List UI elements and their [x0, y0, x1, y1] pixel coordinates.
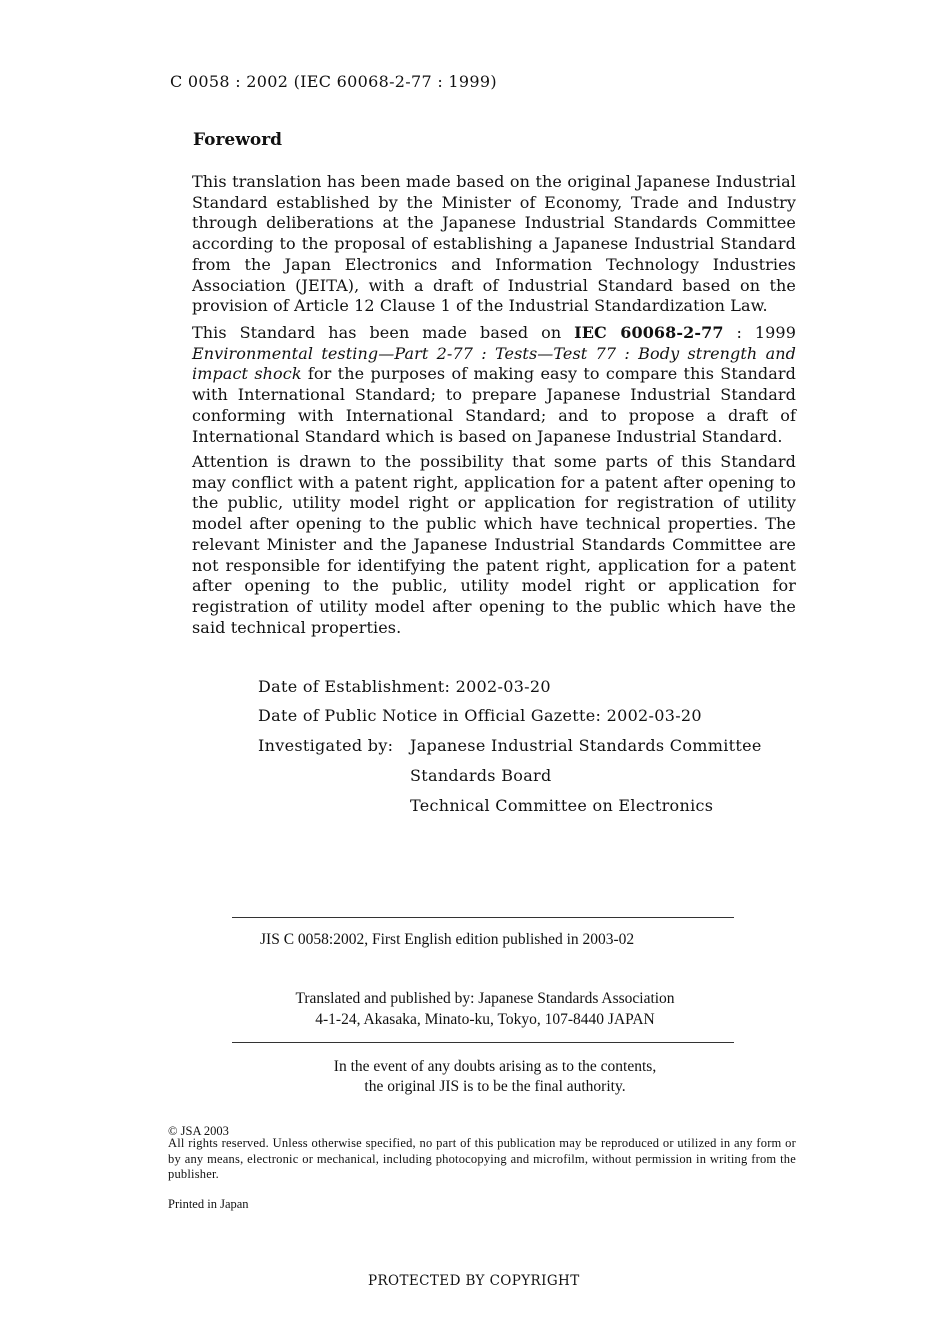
authority-note-line-1: In the event of any doubts arising as to the contents,	[333, 1058, 657, 1075]
iec-reference: IEC 60068-2-77	[574, 323, 724, 342]
divider-top	[232, 917, 734, 918]
date-of-establishment: Date of Establishment: 2002-03-20	[258, 677, 551, 696]
edition-info: JIS C 0058:2002, First English edition published in 2003-02	[260, 931, 635, 948]
rights-statement: All rights reserved. Unless otherwise specified, no part of this publication may be reproduced or utilized in any form or by any means, electronic or mechanical, including photocopying and microfilm, without permission in writing from the publisher.	[168, 1136, 796, 1181]
foreword-paragraph-3: Attention is drawn to the possibility that some parts of this Standard may conflict with a patent right, application for a patent after opening to the public, utility model right or application for registration of utility model after opening to the public which have technical properties. The relevant Minister and the Japanese Industrial Standards Committee are not responsible for identifying the patent right, application for a patent after opening to the public, utility model right or application for registration of utility model after opening to the public which have the said technical properties.	[192, 452, 796, 637]
foreword-title: Foreword	[193, 130, 283, 150]
divider-bottom	[232, 1042, 734, 1043]
para2-text-b: : 1999	[723, 323, 796, 342]
printed-in: Printed in Japan	[168, 1197, 249, 1211]
para2-text-a: This Standard has been made based on	[192, 323, 575, 342]
document-header: C 0058 : 2002 (IEC 60068-2-77 : 1999)	[170, 72, 497, 91]
protected-by-copyright: PROTECTED BY COPYRIGHT	[368, 1273, 580, 1289]
publisher-address: 4-1-24, Akasaka, Minato-ku, Tokyo, 107-8440 JAPAN	[315, 1011, 655, 1028]
copyright-notice: © JSA 2003	[168, 1124, 229, 1138]
authority-note-line-2: the original JIS is to be the final authority.	[364, 1078, 626, 1095]
investigated-by-label: Investigated by:	[258, 736, 394, 755]
date-of-public-notice: Date of Public Notice in Official Gazette: 2002-03-20	[258, 706, 702, 725]
para2-text-c: for the purposes of making easy to compare this Standard with International Standard; to prepare Japanese Industrial Standard conforming with International Standard; and to propose a draft of International Standard which is based on Japanese Industrial Standard.	[192, 364, 796, 446]
investigated-by-board: Standards Board	[410, 766, 552, 785]
translated-by: Translated and published by: Japanese Standards Association	[295, 990, 675, 1007]
iec-title: Environmental testing—Part 2-77 : Tests—Test 77 : Body strength and impact shock	[192, 343, 796, 384]
foreword-paragraph-1: This translation has been made based on the original Japanese Industrial Standard established by the Minister of Economy, Trade and Industry through deliberations at the Japanese Industrial Standards Committee according to the proposal of establishing a Japanese Industrial Standard from the Japan Electronics and Information Technology Industries Association (JEITA), with a draft of Industrial Standard based on the provision of Article 12 Clause 1 of the Industrial Standardization Law.	[192, 172, 796, 316]
investigated-by-technical-committee: Technical Committee on Electronics	[410, 796, 714, 815]
foreword-paragraph-2	[192, 323, 796, 447]
investigated-by-committee: Japanese Industrial Standards Committee	[410, 736, 762, 755]
